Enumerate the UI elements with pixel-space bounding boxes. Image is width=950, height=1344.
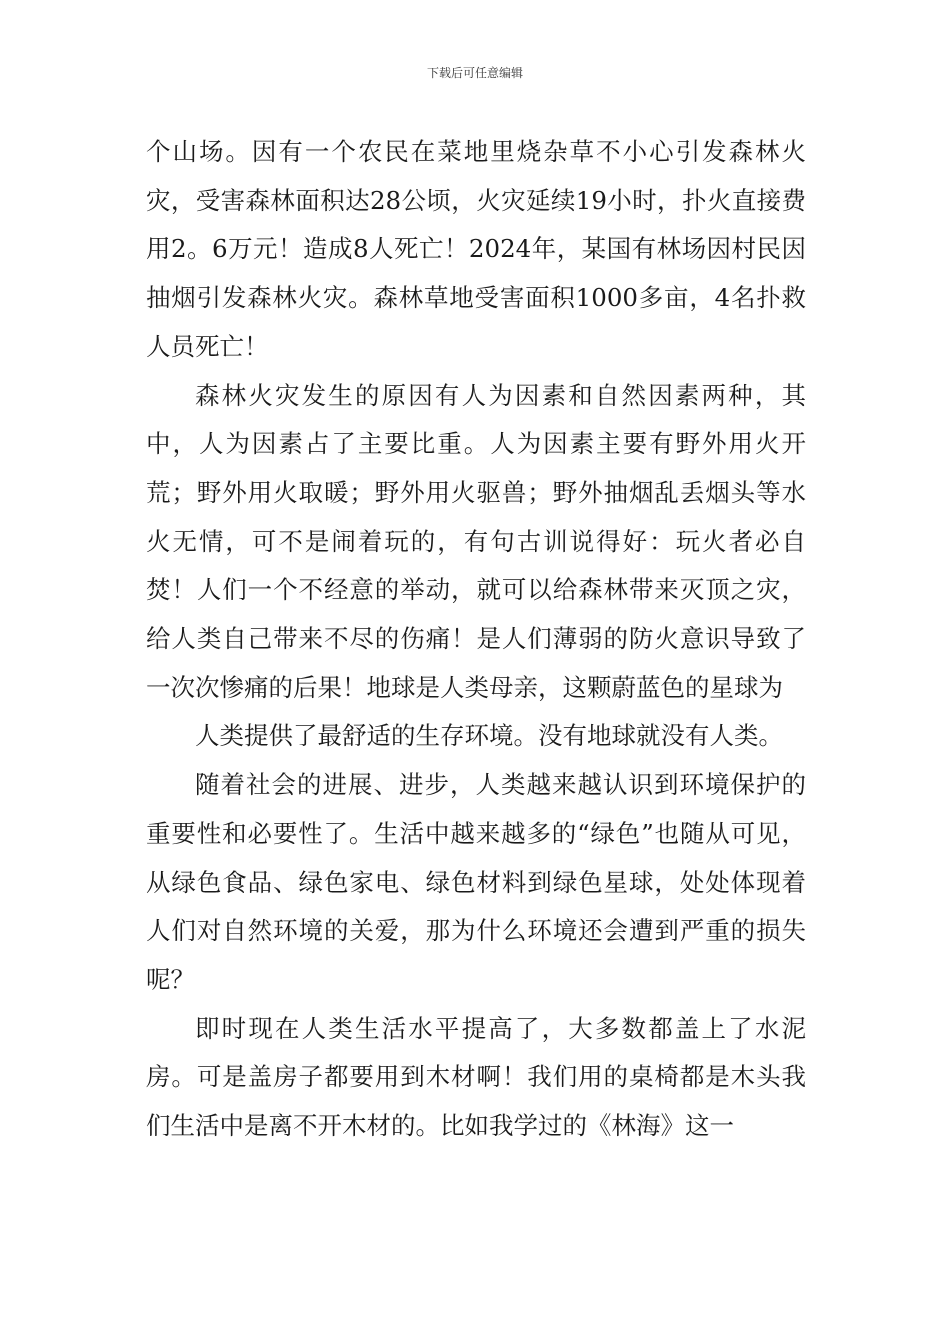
page-header-note: 下载后可任意编辑 [426, 66, 523, 80]
document-body [146, 128, 806, 1151]
paragraph-timber-use: 即时现在人类生活水平提高了，大多数都盖上了水泥房。可是盖房子都要用到木材啊！我们用的桌椅都是木头我们生活中是离不开木材的。比如我学过的《林海》这一 [146, 1013, 806, 1141]
paragraph-earth-environment: 人类提供了最舒适的生存环境。没有地球就没有人类。 [195, 721, 783, 751]
paragraph-fire-causes: 森林火灾发生的原因有人为因素和自然因素两种，其中，人为因素占了主要比重。人为因素主要有野外用火开荒；野外用火取暖；野外用火驱兽；野外抽烟乱丢烟头等水火无情，可不是闹着玩的，有句古训说得好：玩火者必自焚！人们一个不经意的举动，就可以给森林带来灭顶之灾，给人类自己带来不尽的伤痛！是人们薄弱的防火意识导致了一次次惨痛的后果！地球是人类母亲，这颗蔚蓝色的星球为 [146, 380, 806, 702]
paragraph-continued: 个山场。因有一个农民在菜地里烧杂草不小心引发森林火灾，受害森林面积达28公顷，火灾延续19小时，扑火直接费用2。6万元！造成8人死亡！2024年，某国有林场因村民因抽烟引发森林火灾。森林草地受害面积1000多亩，4名扑救人员死亡！ [146, 137, 806, 361]
paragraph-green-awareness: 随着社会的进展、进步，人类越来越认识到环境保护的重要性和必要性了。生活中越来越多的“绿色”也随从可见，从绿色食品、绿色家电、绿色材料到绿色星球，处处体现着人们对自然环境的关爱，那为什么环境还会遭到严重的损失呢？ [146, 770, 806, 994]
